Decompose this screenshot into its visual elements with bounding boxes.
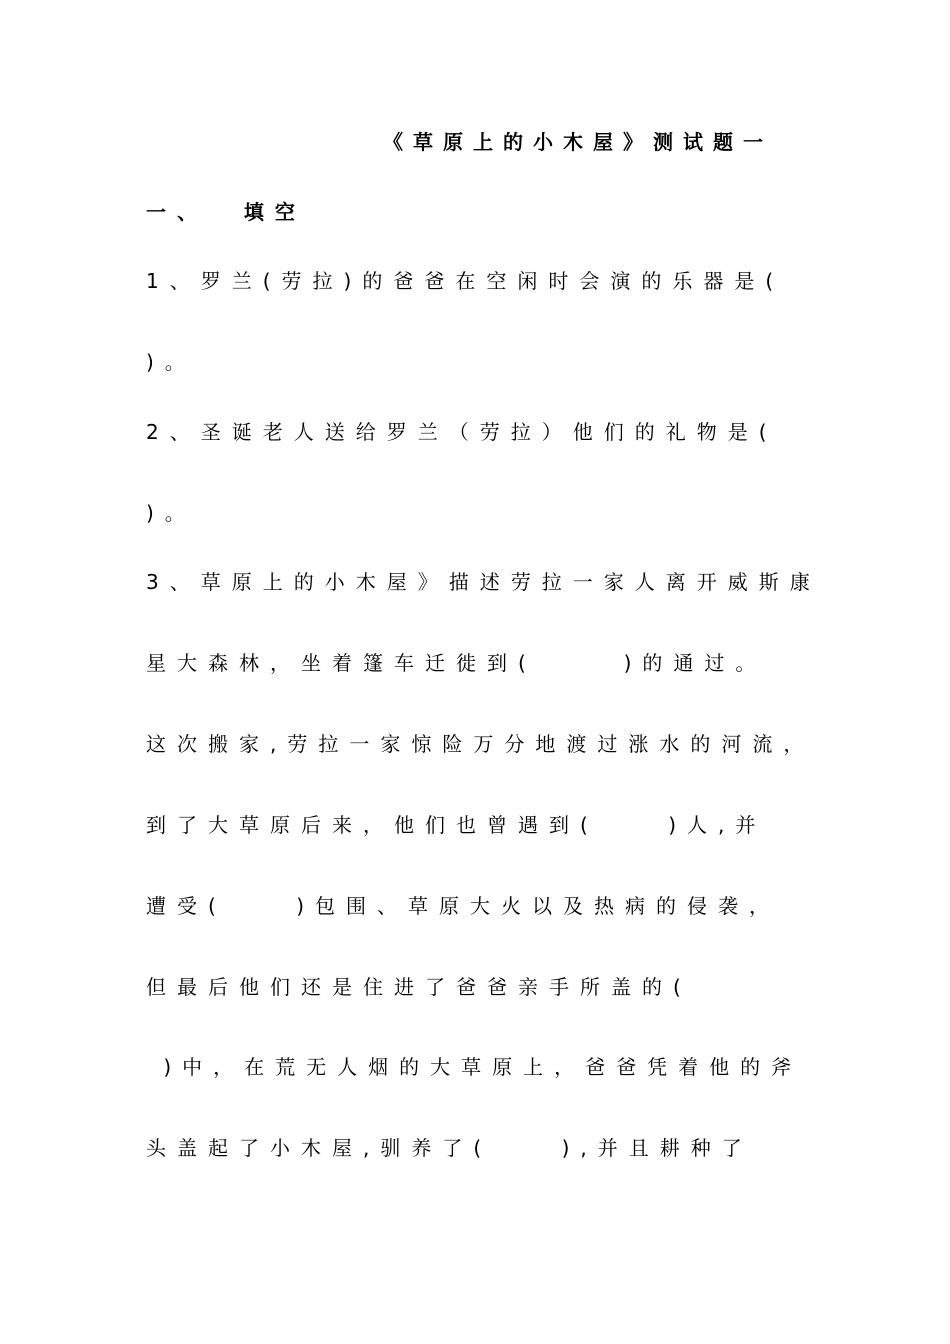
question-3-line-2: 星大森林，坐着篷车迁徙到( )的通过。	[146, 651, 767, 675]
page-title: 《草原上的小木屋》测试题一	[383, 130, 773, 154]
question-3-line-7: )中，在荒无人烟的大草原上，爸爸凭着他的斧	[146, 1055, 803, 1079]
question-1-line-1: 1、罗兰(劳拉)的爸爸在空闲时会演的乐器是(	[146, 269, 785, 293]
question-3-line-8: 头盖起了小木屋,驯养了( ),并且耕种了	[146, 1136, 753, 1160]
question-3-line-6: 但最后他们还是住进了爸爸亲手所盖的(	[146, 975, 692, 999]
question-2-line-1: 2、圣诞老人送给罗兰（劳拉）他们的礼物是(	[146, 420, 778, 444]
section-heading: 一、 填空	[146, 200, 306, 224]
question-3-line-5: 遭受( )包围、草原大火以及热病的侵袭，	[146, 894, 781, 918]
question-2-line-2: )。	[146, 501, 196, 525]
question-3-line-1: 3、草原上的小木屋》描述劳拉一家人离开威斯康	[146, 570, 821, 594]
question-1-line-2: )。	[146, 350, 196, 374]
question-3-line-4: 到了大草原后来，他们也曾遇到( )人,并	[146, 813, 767, 837]
question-3-line-3: 这次搬家,劳拉一家惊险万分地渡过涨水的河流，	[146, 732, 815, 756]
